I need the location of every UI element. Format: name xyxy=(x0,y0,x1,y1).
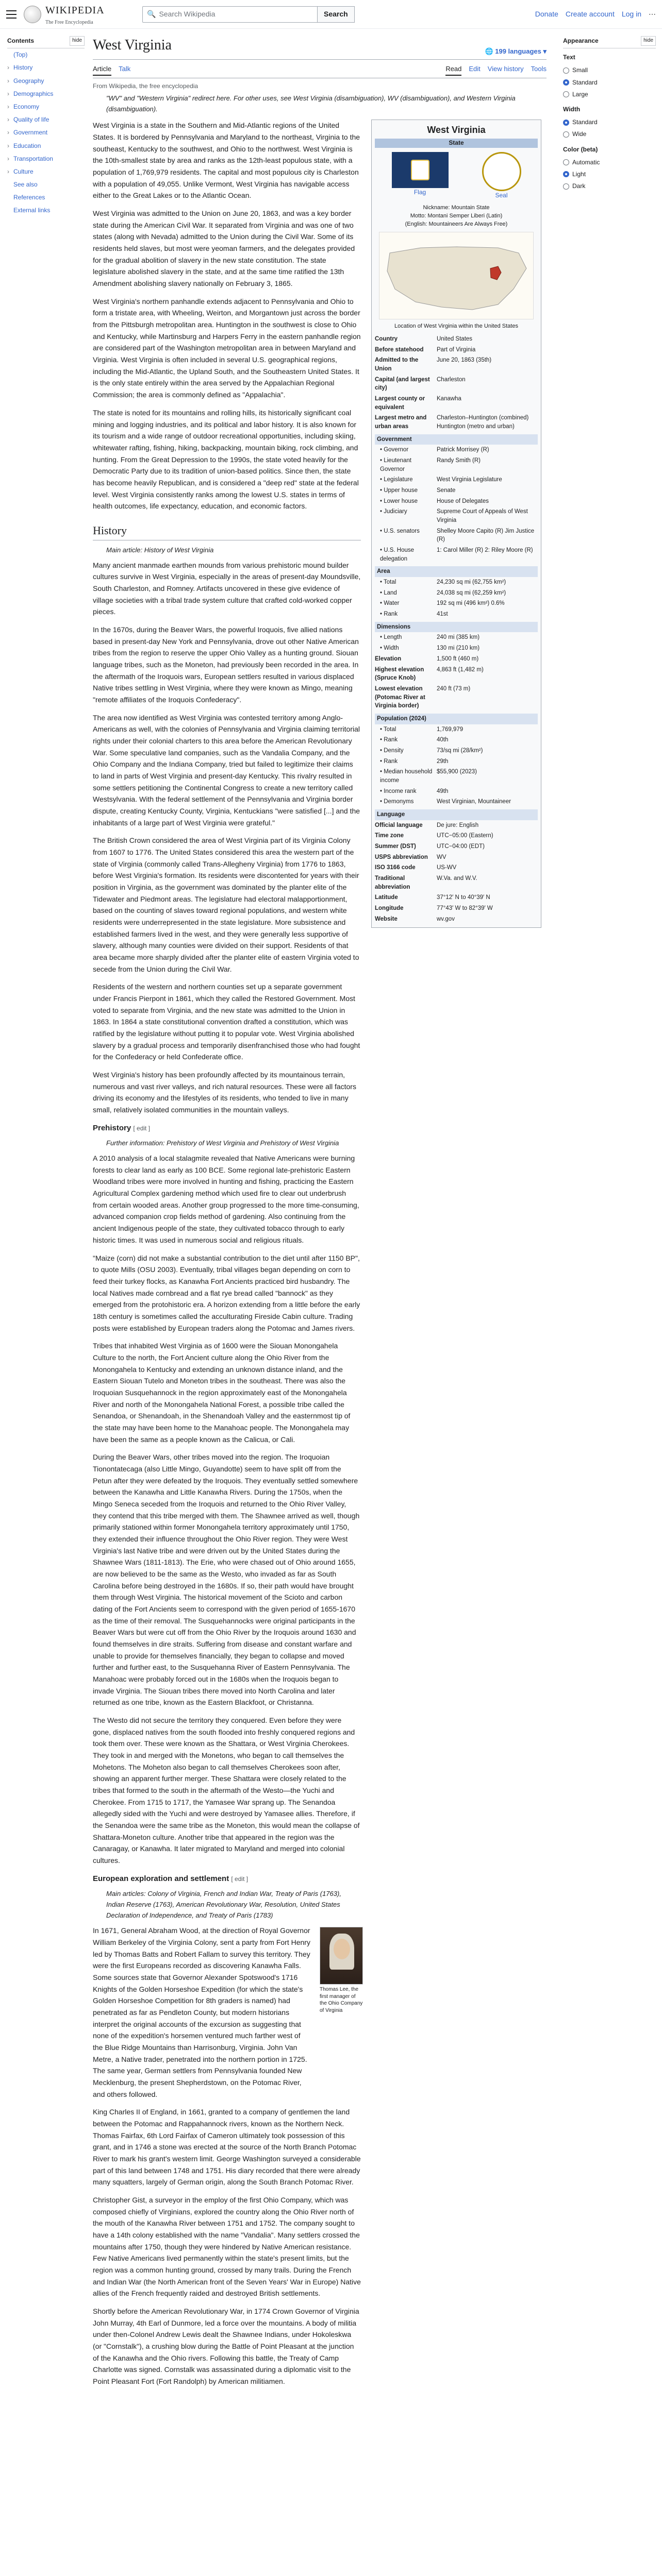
section-heading-history: History xyxy=(93,521,361,540)
infobox-value: Randy Smith (R) xyxy=(437,457,481,464)
infobox-row xyxy=(375,598,538,609)
tab-view-history[interactable]: View history xyxy=(487,64,524,73)
infobox-row xyxy=(375,445,538,455)
infobox-label: • U.S. senators xyxy=(380,528,420,534)
portrait-figure[interactable] xyxy=(320,1927,363,2014)
radio-option[interactable] xyxy=(563,64,656,76)
toc-item[interactable] xyxy=(7,61,85,74)
chevron-icon[interactable]: › xyxy=(7,64,9,72)
infobox-label: • Median household income xyxy=(380,769,433,784)
donate-link[interactable]: Donate xyxy=(535,10,558,19)
infobox-row xyxy=(375,841,538,852)
tab-talk[interactable]: Talk xyxy=(119,64,131,73)
location-map[interactable] xyxy=(379,232,534,319)
section-heading-prehistory: Prehistory [ edit ] xyxy=(93,1123,151,1132)
color-label: Color (beta) xyxy=(563,145,598,153)
infobox-label: Official language xyxy=(375,822,423,828)
radio-button[interactable] xyxy=(563,120,569,126)
wordmark: WIKIPEDIA xyxy=(45,4,105,16)
paragraph: Residents of the western and northern counties set up a separate government under Francis Pierpont in 1861, which they called the Restored Government. Most voted to separate from Virginia, and the new state was admitted to the Union in 1863. In 1864 a state constitutional convention drafted a constitution, which was ratified by the legislature without putting it to popular vote. West Virginia abolished slavery by a gradual process and temporarily disenfranchised those who had fought for the Confederacy or held Confederate office. xyxy=(93,982,360,1061)
infobox-row xyxy=(375,796,538,807)
infobox-value: Patrick Morrisey (R) xyxy=(437,447,489,453)
search-input[interactable] xyxy=(142,6,318,23)
chevron-icon[interactable]: › xyxy=(7,103,9,110)
toc-item[interactable] xyxy=(7,88,85,100)
edit-section-link[interactable]: [ edit ] xyxy=(231,1875,249,1883)
paragraph: The state is noted for its mountains and rolling hills, its historically significant coal mining and logging industries, and its political and labor history. It is also known for its tourism and a wide range of outdoor recreational opportunities, including skiing, whitewater rafting, fishing, hiking, backpacking, mountain biking, rock climbing, and hunting. From the Great Depression to the 1990s, the state voted heavily for the Democratic Party due to its tradition of union-based politics. Since then, the state has become heavily Republican, and is considered a "deep red" state at the federal level. West Virginia consistently ranks among the lowest U.S. states in terms of health outcomes, life expectancy, education, and economic factors. xyxy=(93,408,359,511)
paragraph: "Maize (corn) did not make a substantial contribution to the diet until after 1150 BP", to quote Mills (OSU 2003). Eventually, tribal villages began depending on corn to feed their turkey flocks, as Kanawha Fort Ancients practiced bird husbandry. The local Natives made cornbread and a flat rye bread called "bannock" as they emerged from the protohistoric era. A horizon extending from a little before the early 18th century is sometimes called the acculturating Fireside Cabin culture. Trading posts were established by European traders along the Potomac and James rivers. xyxy=(93,1253,360,1332)
infobox-label: • Demonyms xyxy=(380,799,414,805)
infobox-row xyxy=(375,684,538,711)
paragraph: The Westo did not secure the territory they conquered. Even before they were gone, displaced natives from the south flooded into freshly conquered regions and took them over. These were known as the Shattara, or West Virginia Cherokees. They took in and merged with the Monetons, who began to call themselves the Mohetons. The Moheton also began to call themselves Cherokees soon after, showing an apparent further merger. These Shattara were closely related to the tribes that formed to the south in the aftermath of the Westo—the Yuchi and Cherokee. From 1715 to 1717, the Yamasee War sprang up. The Senandoa allegedly sided with the Yuchi and were destroyed by Yamasee allies. Therefore, if the Senandoa were the same tribe as the Moneton, this would mean the collapse of Shattara-Moneton culture. Another tribe that appeared in the region was the Canaragay, or Kanawha. It later migrated to Maryland and merged into colonial cultures. xyxy=(93,1716,360,1865)
infobox-value: House of Delegates xyxy=(437,498,489,504)
paragraph: West Virginia's history has been profoundly affected by its mountainous terrain, numerous and vast river valleys, and rich natural resources. These were all factors driving its economy and the lifestyles of its residents, who tended to live in many small, relatively isolated communities in the mountain valleys. xyxy=(93,1071,356,1114)
chevron-icon[interactable]: › xyxy=(7,167,9,175)
us-map-svg xyxy=(379,232,534,319)
infobox-row xyxy=(375,903,538,914)
flag-image[interactable] xyxy=(392,152,449,188)
infobox-label: Website xyxy=(375,916,398,922)
infobox-label: • Land xyxy=(380,589,397,596)
radio-label: Light xyxy=(572,170,586,178)
paragraph: In the 1670s, during the Beaver Wars, the powerful Iroquois, five allied nations based in present-day New York and Pennsylvania, drove out other Native American tribes from the region to reserve the upper Ohio Valley as a hunting ground. Siouan language tribes, such as the Moneton, had previously been recorded in the area. In the aftermath of the Iroquois wars, European settlers resulted in various displaced Native tribes settling in West Virginia, where they were known as Mingo, meaning "remote affiliates of the Iroquois Confederacy". xyxy=(93,625,359,704)
infobox-label: • Governor xyxy=(380,447,409,453)
globe-icon xyxy=(24,6,41,23)
infobox-value: 192 sq mi (496 km²) 0.6% xyxy=(437,600,505,607)
paragraph: Shortly before the American Revolutionary War, in 1774 Crown Governor of Virginia John Murray, 4th Earl of Dunmore, led a force over the mountains. A body of militia under then-Colonel Andrew Lewis dealt the Shawnee Indians, under Hokoleskwa (or "Cornstalk"), a crushing blow during the Battle of Point Pleasant at the junction of the Kanawha and the Ohio rivers. Following this battle, the Treaty of Camp Charlotte was signed. Cornstalk was assassinated during a diplomatic visit to the Point Pleasant Fort (Fort Randolph) by American militiamen. xyxy=(93,2307,359,2386)
paragraph: During the Beaver Wars, other tribes moved into the region. The Iroquoian Tionontatecaga (also Little Mingo, Guyandotte) seem to have split off from the Petun after they were defeated by the Iroquois. They eventually settled somewhere between the Kanawha and Little Kanawha Rivers. During the 1750s, when the Mingo Seneca seceded from the Iroquois and returned to the Ohio River Valley, they contend that this tribe merged with them. The Shawnee arrived as well, though primarily stationed within former Monongahela territory approximately until 1750, they extended their influence throughout the Ohio River region. They were West Virginia's last Native tribe and were driven out by the United States during the Shawnee Wars (1811-1813). The Erie, who were chased out of Ohio around 1655, are now believed to be the same as the Westo, who invaded as far as South Carolina before being destroyed in the 1680s. If so, their path would have brought them through West Virginia. The historical movement of the Scioto and carbon dating of the Fort Ancients seem to correspond with the given period of 1655-1670 as the time of their removal. The Susquehannocks were original participants in the Beaver Wars but were cut off from the Ohio River by the Iroquois around 1630 and found themselves in dire straits. Suffering from disease and constant warfare and unable to provide for themselves financially, they began to collapse and moved further and further east, to the Susquehanna River of Eastern Pennsylvania. The Manahoac were probably forced out in the 1680s when the Iroquois began to invade Virginia. The Siouan tribes there moved into North Carolina and later returned as one tribe, known as the Eastern Blackfoot, or Christanna. xyxy=(93,1453,360,1707)
language-count: 199 languages xyxy=(495,47,541,55)
infobox-row xyxy=(375,735,538,745)
radio-label: Large xyxy=(572,90,588,98)
radio-option[interactable] xyxy=(563,89,656,100)
toc-title: Contents xyxy=(7,37,34,44)
paragraph: The British Crown considered the area of West Virginia part of its Virginia Colony from 1607 to 1776. The United States considered this area the western part of the state of Virginia (commonly called Trans-Allegheny Virginia) from 1776 to 1863, before West Virginia's formation. Its residents were discontented for years with their position in Virginia, as the government was dominated by the planter elite of the Tidewater and Piedmont areas. The legislature had electoral malapportionment, based on the counting of slaves toward regional populations, and western white residents were underrepresented in the state legislature. More subsistence and established farmers lived in the west, and they were generally less supportive of slavery, although many counties were divided on their support. Residents of that area became more sharply divided after the planter elite of eastern Virginia voted to secede from the Union during the Civil War. xyxy=(93,836,359,973)
paragraph: In 1671, General Abraham Wood, at the direction of Royal Governor William Berkeley of the Virginia Colony, sent a party from Fort Henry led by Thomas Batts and Robert Fallam to survey this territory. They were the first Europeans recorded as discovering Kanawha Falls. Some sources state that Governor Alexander Spotswood's 1716 Knights of the Golden Horseshoe Expedition (for which the state's Golden Horseshoe Competition for 8th graders is named) had penetrated as far as Pendleton County, but modern historians interpret the original accounts of the excursion as suggesting that none of the expedition's horsemen ventured much farther west of the Blue Ridge Mountains than Harrisonburg, Virginia. John Van Metre, a Native trader, penetrated into the northern portion in 1725. The same year, German settlers from Pennsylvania founded New Mecklenburg, the present Shepherdstown, on the Potomac River, and others followed. xyxy=(93,1926,310,2098)
infobox-row xyxy=(375,862,538,873)
infobox-value: De jure: English xyxy=(437,822,479,828)
infobox-value: 77°43′ W to 82°39′ W xyxy=(437,905,493,911)
infobox-row xyxy=(375,345,538,355)
site-header xyxy=(0,0,662,29)
chevron-icon[interactable]: › xyxy=(7,155,9,162)
infobox-row xyxy=(375,643,538,654)
infobox-label: Latitude xyxy=(375,894,398,901)
infobox-value: United States xyxy=(437,336,473,342)
infobox-label: Traditional abbreviation xyxy=(375,875,410,890)
page-tabs xyxy=(93,62,547,78)
infobox-label: • Income rank xyxy=(380,788,417,794)
toc-item[interactable] xyxy=(7,75,85,88)
radio-option[interactable] xyxy=(563,180,656,192)
page-title: West Virginia xyxy=(93,37,172,53)
toc-item-label: (Top) xyxy=(13,51,28,59)
tab-tools[interactable]: Tools xyxy=(531,64,547,73)
infobox-label: Elevation xyxy=(375,655,402,662)
appearance-hide-button[interactable]: hide xyxy=(641,36,656,46)
chevron-icon[interactable]: › xyxy=(7,90,9,97)
paragraph: Many ancient manmade earthen mounds from various prehistoric mound builder cultures survive in West Virginia, especially in the areas of present-day Moundsville, South Charleston, and Romney. Artifacts uncovered in these give evidence of village societies with a tribal trade system culture that crafted cold-worked copper pieces. xyxy=(93,561,361,616)
radio-option[interactable] xyxy=(563,77,656,89)
section-heading-exploration: European exploration and settlement [ edit ] xyxy=(93,1874,249,1883)
language-button[interactable]: 🌐 199 languages ▾ xyxy=(485,47,547,55)
toc-item[interactable] xyxy=(7,204,85,217)
toc-item[interactable] xyxy=(7,178,85,191)
map-caption: Location of West Virginia within the United States xyxy=(394,323,518,330)
infobox-label: Admitted to the Union xyxy=(375,357,419,372)
toc-item-label: Geography xyxy=(13,77,44,84)
infobox-value: West Virginia Legislature xyxy=(437,477,502,483)
radio-button[interactable] xyxy=(563,159,569,165)
radio-button[interactable] xyxy=(563,171,569,177)
wikipedia-logo[interactable] xyxy=(24,2,137,27)
infobox-row xyxy=(375,632,538,643)
infobox-value: 240 ft (73 m) xyxy=(437,685,471,692)
infobox-type: State xyxy=(375,139,538,147)
infobox-label: • Rank xyxy=(380,758,398,765)
infobox-label: • Length xyxy=(380,634,402,641)
infobox-title: West Virginia xyxy=(427,125,486,135)
toc-item-label: Demographics xyxy=(13,90,54,97)
toc-item-label: References xyxy=(13,194,45,201)
infobox-label: • Width xyxy=(380,645,399,652)
radio-option[interactable] xyxy=(563,116,656,128)
infobox-label: Longitude xyxy=(375,905,404,911)
area-header: Area xyxy=(375,566,538,577)
infobox-row xyxy=(375,394,538,413)
infobox-row xyxy=(375,455,538,474)
infobox-value: 41st xyxy=(437,611,448,618)
infobox-value: Senate xyxy=(437,487,456,494)
infobox-value: 1,500 ft (460 m) xyxy=(437,655,479,662)
infobox-value: W.Va. and W.V. xyxy=(437,875,477,882)
language-header: Language xyxy=(375,809,538,820)
thomas-lee-portrait[interactable] xyxy=(320,1927,363,1985)
infobox-label: • Lieutenant Governor xyxy=(380,457,411,472)
infobox-value: Charleston–Huntington (combined) Huntington (metro and urban) xyxy=(437,415,529,430)
infobox-value: 1: Carol Miller (R) 2: Riley Moore (R) xyxy=(437,547,533,554)
toc-item-label: History xyxy=(13,64,33,72)
toc-item[interactable] xyxy=(7,48,85,61)
infobox-row xyxy=(375,756,538,767)
infobox-row xyxy=(375,665,538,684)
infobox-value: wv.gov xyxy=(437,916,455,922)
radio-button[interactable] xyxy=(563,131,569,138)
toc-item[interactable] xyxy=(7,126,85,139)
infobox-row xyxy=(375,334,538,345)
infobox-row xyxy=(375,745,538,756)
radio-button[interactable] xyxy=(563,79,569,86)
toc-item-label: Transportation xyxy=(13,155,53,162)
personal-tools xyxy=(535,8,656,20)
infobox-label: Time zone xyxy=(375,833,404,839)
infobox-row xyxy=(375,892,538,903)
infobox-label: Highest elevation (Spruce Knob) xyxy=(375,666,424,682)
tab-read[interactable]: Read xyxy=(445,64,461,76)
infobox-value: West Virginian, Mountaineer xyxy=(437,799,511,805)
toc-item-label: External links xyxy=(13,207,51,214)
chevron-icon[interactable]: › xyxy=(7,77,9,84)
table-of-contents xyxy=(7,36,85,217)
infobox-row xyxy=(375,724,538,735)
search-placeholder: Search Wikipedia xyxy=(159,10,216,19)
appearance-panel xyxy=(563,36,656,192)
infobox-row xyxy=(375,526,538,545)
radio-option[interactable] xyxy=(563,128,656,140)
infobox-value: 4,863 ft (1,482 m) xyxy=(437,666,484,673)
infobox-label: ISO 3166 code xyxy=(375,865,416,871)
paragraph: Christopher Gist, a surveyor in the employ of the first Ohio Company, which was composed chiefly of Virginians, explored the country along the Ohio River north of the mouth of the Kanawha River between 1751 and 1752. The company sought to have a 14th colony established with the name "Vandalia". Many settlers crossed the mountains after 1750, though they were hindered by Native American resistance. Few Native Americans lived permanently within the state's present limits, but the region was a common hunting ground, crossed by many trails. During the French and Indian War (the North American front of the Seven Years' War in Europe) Native allies of the French frequently raided and destroyed British settlements. xyxy=(93,2195,361,2298)
infobox-row xyxy=(375,577,538,588)
infobox-label: Lowest elevation (Potomac River at Virginia border) xyxy=(375,685,425,709)
radio-button[interactable] xyxy=(563,183,569,190)
paragraph: King Charles II of England, in 1661, granted to a company of gentlemen the land between the Potomac and Rappahannock rivers, known as the Northern Neck. Thomas Fairfax, 6th Lord Fairfax of Cameron ultimately took possession of this grant, and in 1746 a stone was erected at the source of the North Branch Potomac River to mark his grant's western limit. George Washington surveyed a considerable part of this land between 1748 and 1751. His diary recorded that there were already many squatters, largely of German origin, along the South Branch Potomac River. xyxy=(93,2108,361,2187)
infobox-row xyxy=(375,545,538,564)
more-options-icon[interactable]: ⋯ xyxy=(649,10,656,19)
radio-label: Small xyxy=(572,66,588,74)
main-article-note: Main article: History of West Virginia xyxy=(106,546,214,554)
infobox-row xyxy=(375,852,538,863)
infobox-row xyxy=(375,767,538,786)
infobox-value: WV xyxy=(437,854,446,860)
infobox-value: UTC−04:00 (EDT) xyxy=(437,843,485,850)
infobox-value: 240 mi (385 km) xyxy=(437,634,480,641)
radio-option[interactable] xyxy=(563,157,656,168)
search-form xyxy=(142,6,355,23)
infobox-value: $55,900 (2023) xyxy=(437,769,477,775)
toc-item-label: Economy xyxy=(13,103,40,110)
main-articles-note: Main articles: Colony of Virginia, French and Indian War, Treaty of Paris (1763), Indian Reserve (1763), American Revolutionary War, Resolution, United States Declaration of Independence, and Treaty of Paris (1783) xyxy=(106,1890,341,1920)
infobox-value: Kanawha xyxy=(437,396,461,402)
portrait-caption: Thomas Lee, the first manager of the Ohio Company of Virginia xyxy=(320,1987,363,2013)
radio-label: Automatic xyxy=(572,158,600,166)
infobox-value: 29th xyxy=(437,758,449,765)
infobox-value: 49th xyxy=(437,788,449,794)
infobox-value: 40th xyxy=(437,737,449,743)
search-icon: 🔍 xyxy=(147,10,156,19)
seal-caption[interactable]: Seal xyxy=(495,191,508,199)
infobox-row xyxy=(375,820,538,831)
infobox-value: 1,769,979 xyxy=(437,726,464,733)
flag-caption[interactable]: Flag xyxy=(413,188,426,196)
infobox-label: • Total xyxy=(380,579,396,586)
login-link[interactable]: Log in xyxy=(621,10,641,19)
infobox-label: Capital (and largest city) xyxy=(375,376,430,392)
dimensions-header: Dimensions xyxy=(375,622,538,633)
infobox-label: Largest county or equivalent xyxy=(375,396,425,411)
paragraph: West Virginia's northern panhandle extends adjacent to Pennsylvania and Ohio to form a tristate area, with Wheeling, Weirton, and Morgantown just across the border from the Pittsburgh metropolitan area. Huntington in the southwest is close to Ohio and Kentucky, while Martinsburg and Harpers Ferry in the eastern panhandle region are considered part of the Washington metropolitan area in between Maryland and Virginia. West Virginia is often included in several U.S. geographical regions, including the Mid-Atlantic, the Upland South, and the Southeastern United States. It is the only state entirely within the area served by the Appalachian Regional Commission; the area is commonly defined as "Appalachia". xyxy=(93,297,361,399)
article-body xyxy=(93,120,361,2387)
infobox-label: • Upper house xyxy=(380,487,418,494)
infobox-value: Shelley Moore Capito (R) Jim Justice (R) xyxy=(437,528,535,543)
infobox-value: 73/sq mi (28/km²) xyxy=(437,747,483,754)
infobox-label: • Density xyxy=(380,747,404,754)
toc-header xyxy=(7,36,85,48)
infobox-row xyxy=(375,485,538,496)
nickname: Nickname: Mountain State Motto: Montani Semper Liberi (Latin) (English: Mountaineers Are Always Free) xyxy=(405,205,508,228)
infobox-row xyxy=(375,786,538,797)
infobox-label: USPS abbreviation xyxy=(375,854,428,860)
infobox-row xyxy=(375,831,538,841)
infobox-value: UTC−05:00 (Eastern) xyxy=(437,833,493,839)
text-size-label: Text xyxy=(563,54,575,61)
infobox-label: • Judiciary xyxy=(380,509,407,515)
population-header: Population (2024) xyxy=(375,714,538,724)
radio-option[interactable] xyxy=(563,168,656,180)
infobox-label: Largest metro and urban areas xyxy=(375,415,427,430)
infobox-label: • Rank xyxy=(380,611,398,618)
create-account-link[interactable]: Create account xyxy=(565,10,615,19)
chevron-icon[interactable] xyxy=(7,193,11,202)
infobox-label: • U.S. House delegation xyxy=(380,547,415,562)
toc-item[interactable] xyxy=(7,113,85,126)
infobox-value: 37°12′ N to 40°39′ N xyxy=(437,894,490,901)
infobox-row xyxy=(375,496,538,507)
edit-section-link[interactable]: [ edit ] xyxy=(133,1124,151,1132)
infobox-value: US-WV xyxy=(437,865,457,871)
toc-hide-button[interactable]: hide xyxy=(70,36,85,46)
toc-item[interactable] xyxy=(7,165,85,178)
infobox-row xyxy=(375,413,538,432)
toc-item-label: Government xyxy=(13,129,48,137)
toc-item[interactable] xyxy=(7,191,85,204)
infobox-value: Supreme Court of Appeals of West Virginia xyxy=(437,509,528,524)
radio-label: Dark xyxy=(572,182,586,190)
from-wikipedia: From Wikipedia, the free encyclopedia xyxy=(93,82,198,90)
infobox-value: Charleston xyxy=(437,376,466,383)
infobox-row xyxy=(375,506,538,526)
chevron-icon[interactable] xyxy=(7,180,11,190)
infobox-label: • Total xyxy=(380,726,396,733)
chevron-icon[interactable]: › xyxy=(7,142,9,149)
infobox-label: • Water xyxy=(380,600,400,607)
infobox-value: 24,038 sq mi (62,259 km²) xyxy=(437,589,506,596)
infobox-label: • Lower house xyxy=(380,498,418,504)
infobox-row xyxy=(375,474,538,485)
radio-label: Standard xyxy=(572,118,598,126)
toc-item-label: Culture xyxy=(13,167,34,175)
infobox-value: 130 mi (210 km) xyxy=(437,645,480,652)
infobox-value: Part of Virginia xyxy=(437,346,476,353)
width-label: Width xyxy=(563,105,581,113)
search-button[interactable]: Search xyxy=(318,6,355,23)
hatnote: "WV" and "Western Virginia" redirect here. For other uses, see West Virginia (disambiguation), WV (disambiguation), and Western Virginia (disambiguation). xyxy=(106,94,516,113)
paragraph: West Virginia is a state in the Southern and Mid-Atlantic regions of the United States. It is bordered by Pennsylvania and Maryland to the northeast, Virginia to the southeast, Kentucky to the southwest, and Ohio to the northwest. West Virginia is the 10th-smallest state by area and ranks as the 12th-least populous state, with a population of 1,769,979 residents. The capital and most populous city is Charleston with a population of 49,055. Unlike Vermont, West Virginia has navigable access either to the Great Lakes or to the Atlantic Ocean. xyxy=(93,121,360,200)
infobox-row xyxy=(375,873,538,892)
infobox-label: • Legislature xyxy=(380,477,413,483)
infobox-label: Summer (DST) xyxy=(375,843,416,850)
infobox-row xyxy=(375,654,538,665)
radio-button[interactable] xyxy=(563,91,569,97)
chevron-icon[interactable]: › xyxy=(7,129,9,137)
paragraph: A 2010 analysis of a local stalagmite revealed that Native Americans were burning forests to clear land as early as 100 BCE. Some regional late-prehistoric Eastern Woodland tribes were more involved in hunting and fishing, practicing the Eastern Agricultural Complex gardening method which used fire to clear out underbrush from certain wooded areas. Another group progressed to the more time-consuming, advanced companion crop fields method of gardening. Also continuing from the ancient Indigenous people of the state, they cultivated tobacco through to early historic times. It was used in numerous social and religious rituals. xyxy=(93,1154,359,1244)
tagline: The Free Encyclopedia xyxy=(45,19,93,25)
infobox-row xyxy=(375,609,538,620)
toc-item-label: Quality of life xyxy=(13,116,49,124)
radio-button[interactable] xyxy=(563,67,569,74)
infobox-value: June 20, 1863 (35th) xyxy=(437,357,492,364)
paragraph: Tribes that inhabited West Virginia as of 1600 were the Siouan Monongahela Culture to the north, the Fort Ancient culture along the Ohio River from the Monongahela to Kentucky and extending an unknown distance inland, and the Eastern Siouan Tutelo and Moneton tribes in the southeast. There was also the Iroquoian Susquehannock in the region approximately east of the Monongahela River and north of the Monongahela National Forest, a possible tribe called the Senandoa, or Shenandoah, in the Shenandoah Valley and the easternmost tip of the state may have been home to the Manahoac people. The Monongahela may have been the same as a people known as the Calicua, or Cali. xyxy=(93,1342,351,1444)
main-menu-icon[interactable] xyxy=(6,10,16,19)
infobox-row xyxy=(375,375,538,394)
toc-item-label: See also xyxy=(13,181,38,189)
seal-image[interactable] xyxy=(482,152,521,191)
tab-article[interactable]: Article xyxy=(93,64,111,76)
chevron-icon[interactable]: › xyxy=(7,116,9,124)
infobox-row xyxy=(375,355,538,374)
further-info-note: Further information: Prehistory of West Virginia and Prehistory of West Virginia xyxy=(106,1139,339,1147)
infobox-label: • Rank xyxy=(380,737,398,743)
appearance-header: Appearance hide xyxy=(563,36,656,48)
infobox-row xyxy=(375,588,538,599)
infobox xyxy=(371,120,541,928)
chevron-icon[interactable] xyxy=(7,206,11,215)
toc-item[interactable] xyxy=(7,152,85,165)
toc-item[interactable] xyxy=(7,140,85,152)
infobox-label: Country xyxy=(375,336,398,342)
radio-label: Wide xyxy=(572,130,587,138)
government-header: Government xyxy=(375,434,538,445)
toc-item[interactable] xyxy=(7,100,85,113)
main-content xyxy=(93,34,547,2394)
toc-item-label: Education xyxy=(13,142,41,149)
chevron-icon[interactable] xyxy=(7,50,11,60)
radio-label: Standard xyxy=(572,78,598,86)
infobox-value: 24,230 sq mi (62,755 km²) xyxy=(437,579,506,586)
tab-edit[interactable]: Edit xyxy=(469,64,481,73)
infobox-label: Before statehood xyxy=(375,346,424,353)
infobox-row xyxy=(375,914,538,925)
paragraph: The area now identified as West Virginia was contested territory among Anglo-Americans as well, with the colonies of Pennsylvania and Virginia claiming territorial rights under their colonial charters to this area before the American Revolutionary War. Some speculative land companies, such as the Vandalia Company, and the Ohio Company and the Indiana Company, tried but failed to legitimize their claims to land in parts of West Virginia and present-day Kentucky. This rivalry resulted in some settlers petitioning the Continental Congress to create a new territory called Westsylvania. With the federal settlement of the Pennsylvania and Virginia border dispute, creating Kentucky County, Virginia, Kentuckians "were satisfied [...] and the inhabitants of a large part of West Virginia were grateful." xyxy=(93,713,360,827)
paragraph: West Virginia was admitted to the Union on June 20, 1863, and was a key border state during the American Civil War. It separated from Virginia and was one of two states (along with Nevada) admitted to the Union during the Civil War. Some of its residents held slaves, but most were yeoman farmers, and the delegates provided for the gradual abolition of slavery in the new state constitution. The state legislature abolished slavery in the state, and at the same time ratified the 13th Amendment abolishing slavery nationally on February 3, 1865. xyxy=(93,209,355,288)
